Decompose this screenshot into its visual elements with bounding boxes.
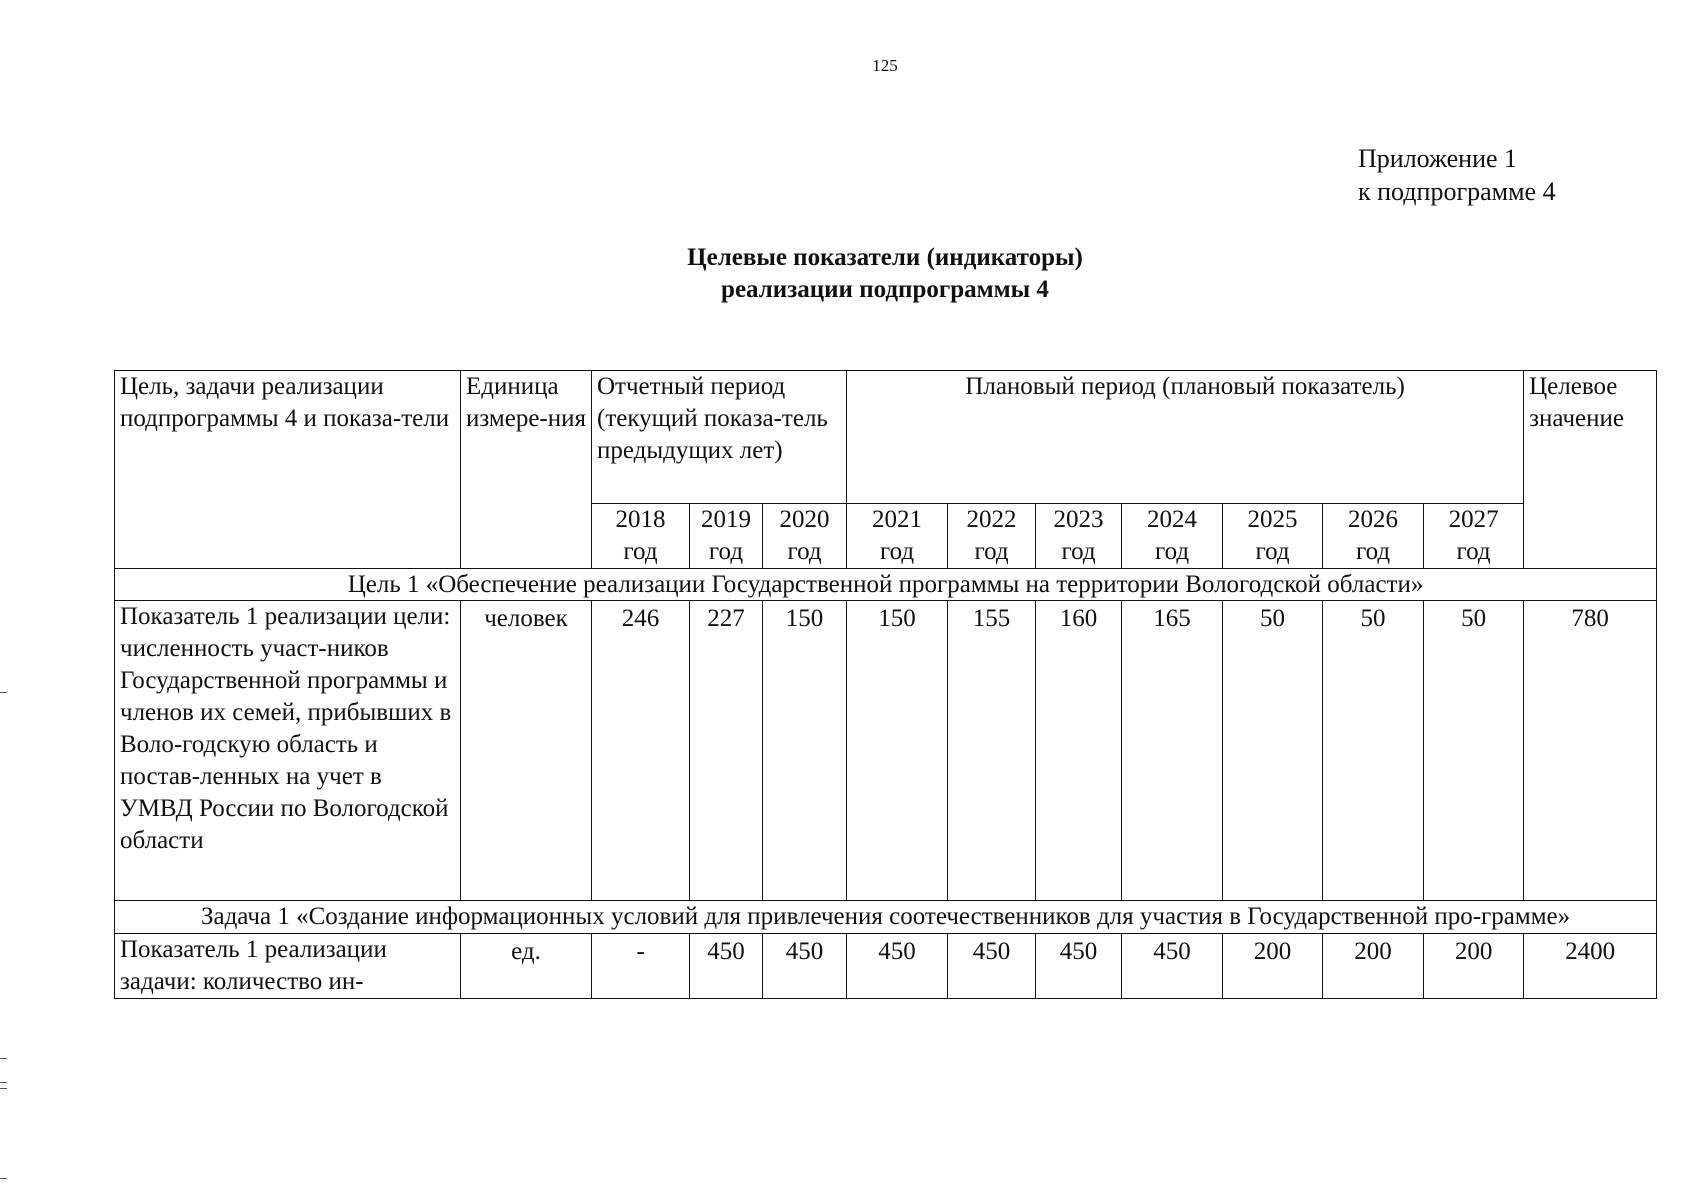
scan-margin-mark xyxy=(0,1058,7,1059)
indicator-1-value: 155 xyxy=(948,601,1036,901)
indicator-2-value: 450 xyxy=(1122,934,1223,999)
year-2025: 2025 год xyxy=(1223,504,1323,569)
indicator-2-value: 200 xyxy=(1223,934,1323,999)
header-unit: Единица измере-ния xyxy=(461,371,592,569)
scan-margin-mark xyxy=(0,692,7,693)
year-2022: 2022 год xyxy=(948,504,1036,569)
scan-margin-mark xyxy=(0,1082,7,1083)
indicator-1-value: 50 xyxy=(1323,601,1424,901)
indicator-1-target: 780 xyxy=(1524,601,1657,901)
indicator-2-value: 450 xyxy=(1036,934,1122,999)
title-line-2: реализации подпрограммы 4 xyxy=(721,276,1049,303)
header-planned-period: Плановый период (плановый показатель) xyxy=(847,371,1524,504)
indicator-1-unit: человек xyxy=(461,601,592,901)
header-goal: Цель, задачи реализации подпрограммы 4 и показа-тели xyxy=(115,371,461,569)
indicator-2-value: 450 xyxy=(690,934,763,999)
indicator-2-value: 450 xyxy=(948,934,1036,999)
indicator-1-name: Показатель 1 реализации цели: численность участ-ников Государственной программы и членов их семей, прибывших в Воло-годскую область и постав-ленных на учет в УМВД России по Вологодской области xyxy=(115,601,461,901)
task-row: Задача 1 «Создание информационных условий для привлечения соотечественников для участия в Государственной про-грамме» xyxy=(115,901,1657,934)
year-2026: 2026 год xyxy=(1323,504,1424,569)
indicator-2-value: 450 xyxy=(763,934,847,999)
year-2019: 2019 год xyxy=(690,504,763,569)
document-title xyxy=(460,242,1310,306)
indicator-2-target: 2400 xyxy=(1524,934,1657,999)
indicator-1-value: 160 xyxy=(1036,601,1122,901)
indicator-2-value: 450 xyxy=(847,934,948,999)
indicator-2-value: 200 xyxy=(1323,934,1424,999)
indicator-1-value: 227 xyxy=(690,601,763,901)
indicator-2-name: Показатель 1 реализации задачи: количество ин- xyxy=(115,934,461,999)
year-2021: 2021 год xyxy=(847,504,948,569)
indicator-2-value: - xyxy=(592,934,690,999)
appendix-line-2: к подпрограмме 4 xyxy=(1358,177,1556,206)
year-2018: 2018 год xyxy=(592,504,690,569)
header-reporting-period: Отчетный период (текущий показа-тель предыдущих лет) xyxy=(592,371,847,504)
year-2024: 2024 год xyxy=(1122,504,1223,569)
indicator-1-value: 150 xyxy=(847,601,948,901)
table-row xyxy=(115,601,1657,901)
scan-margin-mark xyxy=(0,1088,7,1089)
appendix-line-1: Приложение 1 xyxy=(1358,144,1518,173)
indicator-1-value: 165 xyxy=(1122,601,1223,901)
appendix-note xyxy=(1358,142,1556,208)
scan-margin-mark xyxy=(0,1178,7,1179)
header-target-value: Целевое значение xyxy=(1524,371,1657,569)
indicator-1-value: 150 xyxy=(763,601,847,901)
year-2020: 2020 год xyxy=(763,504,847,569)
title-line-1: Целевые показатели (индикаторы) xyxy=(687,244,1083,271)
indicators-table xyxy=(114,370,1657,999)
indicator-2-value: 200 xyxy=(1424,934,1524,999)
indicator-1-value: 246 xyxy=(592,601,690,901)
page-number: 125 xyxy=(872,56,898,75)
indicator-2-unit: ед. xyxy=(461,934,592,999)
indicator-1-value: 50 xyxy=(1424,601,1524,901)
goal-row: Цель 1 «Обеспечение реализации Государственной программы на территории Вологодской области» xyxy=(115,569,1657,601)
indicator-1-value: 50 xyxy=(1223,601,1323,901)
year-2027: 2027 год xyxy=(1424,504,1524,569)
table-row xyxy=(115,934,1657,999)
year-2023: 2023 год xyxy=(1036,504,1122,569)
